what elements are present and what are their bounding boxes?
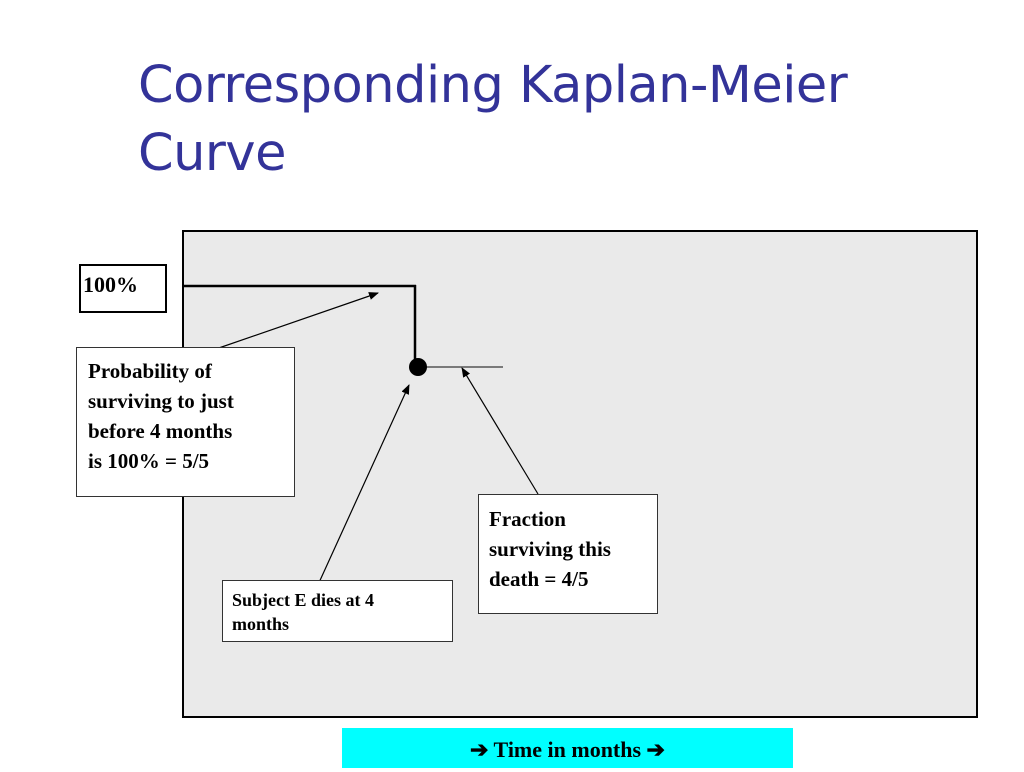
callout-subject-e: [222, 580, 453, 642]
y-axis-label-100: 100%: [79, 264, 167, 313]
callout-subject-line: Subject E dies at 4: [232, 590, 375, 610]
callout-fraction-line: death = 4/5: [489, 567, 589, 591]
death-event-dot: [409, 358, 427, 376]
callout-fraction-line: surviving this: [489, 537, 611, 561]
arrow-probability: [213, 293, 378, 350]
callout-probability-line: surviving to just: [88, 389, 234, 413]
x-axis-label-time: ➔ Time in months ➔: [342, 728, 793, 768]
title-line-2: Curve: [138, 124, 286, 183]
callout-probability-line: is 100% = 5/5: [88, 449, 210, 473]
callout-fraction-surviving: [478, 494, 658, 614]
callout-probability-line: before 4 months: [88, 419, 233, 443]
callout-probability-line: Probability of: [88, 359, 212, 383]
callout-subject-line: months: [232, 614, 290, 634]
callout-probability: [76, 347, 295, 497]
arrow-fraction: [462, 368, 538, 494]
callout-fraction-line: Fraction: [489, 507, 566, 531]
title-line-1: Corresponding Kaplan-Meier: [138, 56, 848, 115]
arrow-subject: [317, 385, 409, 587]
